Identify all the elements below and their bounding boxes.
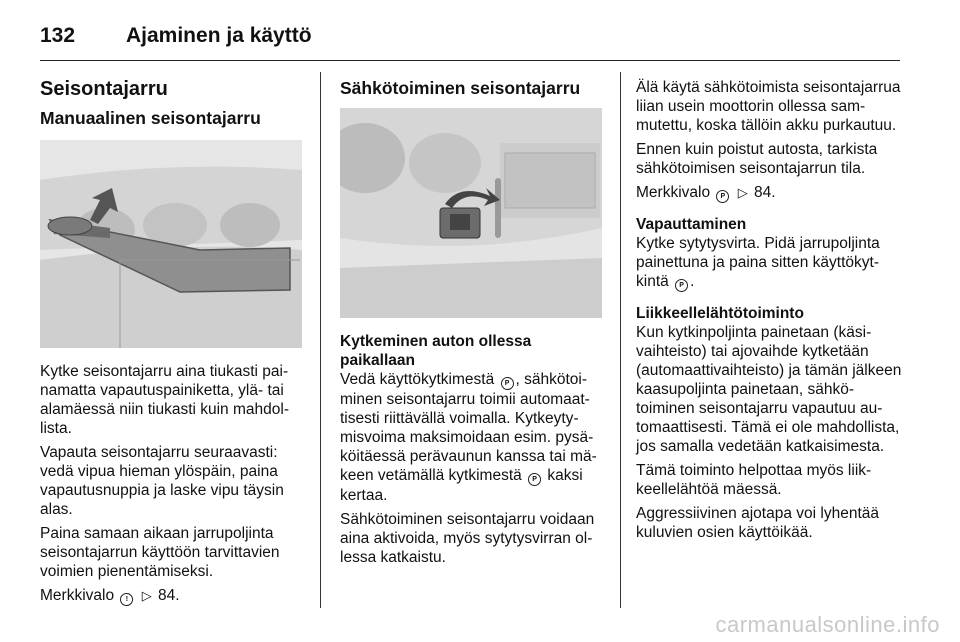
text-run: . [690,273,695,290]
column-divider-1 [320,72,321,608]
heading-release: Vapauttaminen [636,216,747,233]
handbrake-lever-drawing [40,140,302,348]
paragraph: Kun kytkinpoljinta painetaan (käsivaihteisto) tai ajovaihde kytketään (automaattivaihteisto) ja tämän jälkeen kaasupoljinta painetaan, sähkötoiminen seisontajarru vapautuu automaattisesti. Tämä ei ole mahdollista, jos samalla vedetään katkaisimesta. [636,324,902,455]
manual-brake-illustration [40,140,302,348]
paragraph: Paina samaan aikaan jarrupoljinta seisontajarrun käyttöön tarvittavien voimien pienentämiseksi. [40,525,280,580]
section-title: Seisontajarru [40,78,168,100]
paragraph [636,234,904,292]
subsection-title-manual: Manuaalinen seisontajarru [40,108,261,128]
page-reference: 84. [754,184,776,201]
paragraph: Tämä toiminto helpottaa myös liikkeellelähtöä mäessä. [636,462,872,498]
ref-label: Merkkivalo [636,184,711,201]
heading-move-off: Liikkeellelähtötoiminto [636,305,804,322]
page-title: Ajaminen ja käyttö [126,24,312,47]
paragraph: Sähkötoiminen seisontajarru voidaan aina aktivoida, myös sytytysvirran ollessa katkaistu. [340,511,595,566]
page-header [40,12,900,61]
electric-switch-drawing [340,108,602,318]
heading-engaging: Kytkeminen auton ollessa paikallaan [340,333,532,369]
parking-switch-icon: P [716,190,729,203]
paragraph-ref [40,586,308,606]
parking-brake-icon: ! [120,593,133,606]
text-run: Kytke sytytysvirta. Pidä jarrupoljinta painettuna ja paina sitten käyttökytkintä [636,235,880,290]
triangle-right-icon: ▷ [141,588,152,603]
electric-brake-illustration [340,108,602,318]
paragraph-ref [636,183,904,203]
column-divider-2 [620,72,621,608]
column-2-body [340,332,608,567]
watermark: carmanualsonline.info [715,612,940,637]
paragraph: Ennen kuin poistut autosta, tarkista sähkötoimisen seisontajarrun tila. [636,141,878,177]
ref-label: Merkkivalo [40,587,115,604]
subsection-title-electric: Sähkötoiminen seisontajarru [340,78,581,98]
triangle-right-icon: ▷ [737,185,748,200]
parking-switch-icon: P [675,279,688,292]
column-1-body [40,362,308,606]
paragraph: Vapauta seisontajarru seuraavasti: vedä vipua hieman ylöspäin, paina vapautusnuppia ja laske vipu täysin alas. [40,444,284,518]
paragraph: Kytke seisontajarru aina tiukasti painamatta vapautuspainiketta, ylä- tai alamäessä niin tiukasti kuin mahdollista. [40,363,289,437]
text-run: Vedä käyttökytkimestä [340,371,495,388]
paragraph [340,370,608,505]
text-run: , sähkötoiminen seisontajarru toimii automaattisesti riittävällä voimalla. Kytkeytymisvoima maksimoidaan esim. pysäköitäessä perävaunun kanssa tai mäkeen vetämällä kytkimestä [340,371,597,484]
page-reference: 84. [158,587,180,604]
paragraph: Älä käytä sähkötoimista seisontajarrua liian usein moottorin ollessa sammutettu, koska tällöin akku purkautuu. [636,79,901,134]
column-3-body [636,78,904,542]
paragraph: Aggressiivinen ajotapa voi lyhentää kuluvien osien käyttöikää. [636,505,879,541]
page-number: 132 [40,24,76,47]
text-run: kaksi kertaa. [340,467,583,504]
parking-switch-icon: P [528,473,541,486]
parking-switch-icon: P [501,377,514,390]
